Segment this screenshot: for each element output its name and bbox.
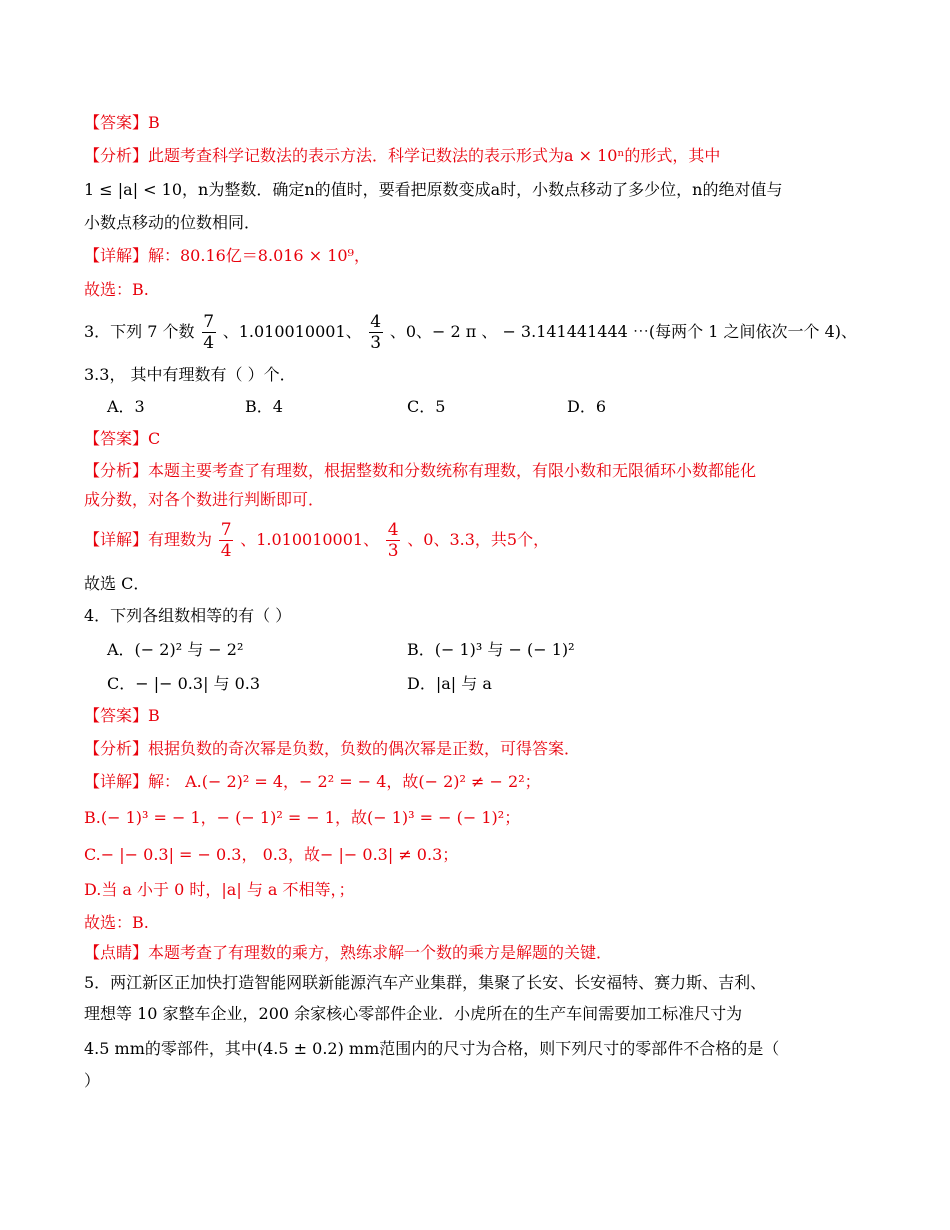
q2-detail: 【详解】解：80.16亿＝8.016 × 10⁹， [84,246,370,265]
q3-answer: 【答案】C [84,429,161,448]
frac-denominator: 4 [203,333,215,353]
frac-numerator: 7 [203,312,215,332]
q4-detail-line4: D.当 a 小于 0 时，|a| 与 a 不相等，； [84,880,355,899]
q3-option-d: D．6 [567,397,607,416]
q3-fraction-4-3 [369,313,383,352]
q2-answer: 【答案】B [84,113,160,132]
q3-option-c: C．5 [407,397,446,416]
q3-fraction-7-4 [202,313,216,352]
q3-stem-text: 、0、− 2 π 、 − 3.141441444 ⋯(每两个 1 之间依次一个 4)、 [389,322,858,341]
q4-option-c: C．− |− 0.3| 与 0.3 [107,674,261,693]
q2-conclusion: 故选：B. [84,280,149,299]
frac-denominator: 3 [370,333,382,353]
q3-analysis-line1: 【分析】本题主要考查了有理数，根据整数和分数统称有理数，有限小数和无限循环小数都能化 [84,461,757,480]
q4-answer: 【答案】B [84,706,160,725]
q2-analysis-line1: 【分析】此题考查科学记数法的表示方法．科学记数法的表示形式为a × 10ⁿ的形式，其中 [84,146,721,165]
q4-option-d: D．|a| 与 a [407,674,492,693]
q5-line3: 4.5 mm的零部件，其中(4.5 ± 0.2) mm范围内的尺寸为合格，则下列尺寸的零部件不合格的是（ [84,1039,780,1058]
frac-denominator: 4 [220,541,232,561]
q4-detail-line3: C.− |− 0.3| = − 0.3， 0.3，故− |− 0.3| ≠ 0.3； [84,845,459,864]
q3-conclusion: 故选 C． [84,574,150,593]
q3-detail-fraction-4-3 [386,521,400,560]
frac-denominator: 3 [387,541,399,561]
q4-conclusion: 故选：B. [84,913,149,932]
q4-option-b: B．(− 1)³ 与 − (− 1)² [407,640,575,659]
q3-detail [84,520,549,560]
q3-stem-line2: 3.3， 其中有理数有（ ）个． [84,365,296,384]
q3-stem-text: 3．下列 7 个数 [84,322,195,341]
q4-stem: 4．下列各组数相等的有（ ） [84,606,292,625]
q4-analysis: 【分析】根据负数的奇次幂是负数，负数的偶次幂是正数，可得答案． [84,739,581,758]
q4-detail-line2: B.(− 1)³ = − 1，− (− 1)² = − 1，故(− 1)³ = − (− 1)²； [84,808,521,827]
q3-detail-text: 、0、3.3，共5个， [407,530,550,549]
q3-option-a: A．3 [107,397,145,416]
q3-option-b: B．4 [245,397,283,416]
q4-comment: 【点睛】本题考查了有理数的乘方，熟练求解一个数的乘方是解题的关键． [84,943,613,962]
q5-line2: 理想等 10 家整车企业，200 余家核心零部件企业．小虎所在的生产车间需要加工标准尺寸为 [84,1004,743,1023]
q3-detail-text: 【详解】有理数为 [84,530,213,549]
q3-detail-fraction-7-4 [219,521,233,560]
q5-line1: 5．两江新区正加快打造智能网联新能源汽车产业集群，集聚了长安、长安福特、赛力斯、吉利、 [84,973,767,992]
q3-detail-text: 、1.010010001、 [240,530,380,549]
q2-analysis-line2: 1 ≤ |a| < 10，n为整数．确定n的值时，要看把原数变成a时，小数点移动了多少位，n的绝对值与 [84,180,783,199]
q4-detail-line1: 【详解】解： A.(− 2)² = 4，− 2² = − 4，故(− 2)² ≠ − 2²； [84,772,541,791]
q3-analysis-line2: 成分数，对各个数进行判断即可． [84,490,325,509]
q5-line4: ） [84,1071,101,1090]
q2-analysis-line3: 小数点移动的位数相同． [84,213,261,232]
frac-numerator: 4 [387,520,399,540]
frac-numerator: 7 [220,520,232,540]
q3-stem [84,312,857,352]
frac-numerator: 4 [370,312,382,332]
q4-option-a: A．(− 2)² 与 − 2² [107,640,244,659]
q3-stem-text: 、1.010010001、 [222,322,362,341]
